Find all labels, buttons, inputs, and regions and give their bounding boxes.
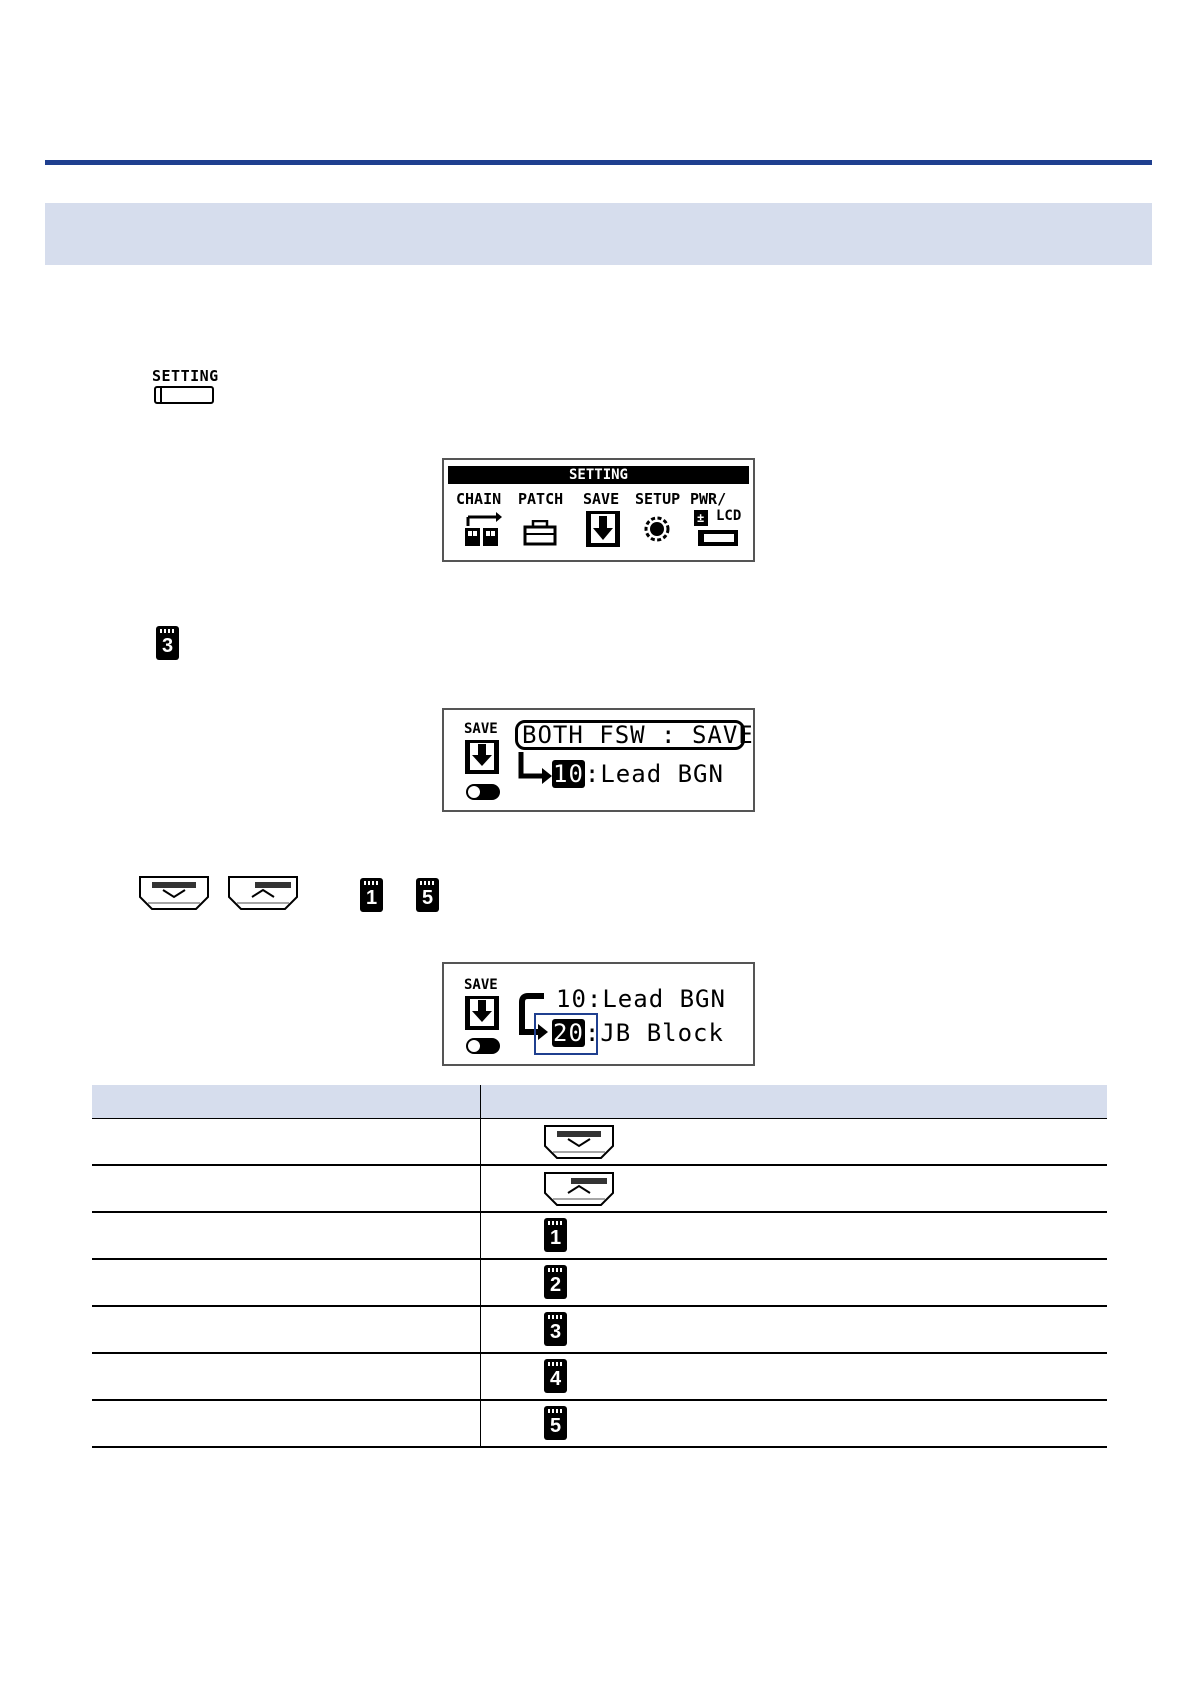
footswitch-1-badge[interactable]: 1 — [544, 1218, 567, 1252]
operations-table — [92, 1085, 1107, 1448]
footswitch-1-badge[interactable]: 1 — [360, 878, 383, 912]
svg-text:±: ± — [697, 511, 705, 525]
table-row — [92, 1353, 1107, 1400]
save-prompt-text: BOTH FSW : SAVE — [522, 721, 754, 749]
menu-item-setup: SETUP — [635, 490, 681, 508]
menu-item-patch: PATCH — [518, 490, 564, 508]
target-line — [552, 760, 724, 788]
setting-key[interactable] — [154, 386, 214, 404]
pedal-up-button[interactable] — [543, 1171, 615, 1207]
chain-icon — [462, 512, 502, 548]
save-label: SAVE — [464, 721, 498, 737]
table-header-cell — [481, 1085, 1108, 1119]
setting-key-label: SETTING — [152, 367, 219, 385]
save-icon — [585, 510, 621, 548]
table-row — [92, 1165, 1107, 1212]
footswitch-3-badge[interactable]: 3 — [544, 1312, 567, 1346]
source-patch-line: 10:Lead BGN — [556, 985, 726, 1013]
header-rule — [45, 160, 1152, 165]
table-row — [92, 1212, 1107, 1259]
menu-item-chain: CHAIN — [456, 490, 502, 508]
table-header-row — [92, 1085, 1107, 1119]
patch-name: :Lead BGN — [584, 760, 724, 788]
footswitch-4-badge[interactable]: 4 — [544, 1359, 567, 1393]
footswitch-5-badge[interactable]: 5 — [416, 878, 439, 912]
table-row — [92, 1119, 1107, 1166]
pedal-down-button[interactable] — [543, 1124, 615, 1160]
table-row — [92, 1259, 1107, 1306]
patch-briefcase-icon — [523, 520, 557, 546]
table-header-cell — [92, 1085, 481, 1119]
footswitch-2-badge[interactable]: 2 — [544, 1265, 567, 1299]
footswitch-5-badge[interactable]: 5 — [544, 1406, 567, 1440]
table-row — [92, 1400, 1107, 1447]
setup-gear-icon — [640, 512, 674, 546]
arrow-right-icon — [516, 752, 552, 786]
section-heading-band — [45, 203, 1152, 265]
save-label: SAVE — [464, 977, 498, 993]
lcd-menu-title: SETTING — [448, 466, 749, 484]
menu-item-pwr: PWR/ — [690, 490, 727, 508]
destination-slot-number: 20 — [553, 1019, 584, 1047]
footswitch-3-badge[interactable]: 3 — [156, 626, 179, 660]
pedal-up-button[interactable] — [227, 875, 299, 911]
pedal-down-button[interactable] — [138, 875, 210, 911]
destination-patch-name: :JB Block — [584, 1019, 724, 1047]
lcd-sub-label: LCD — [716, 508, 742, 524]
patch-slot-number: 10 — [553, 760, 584, 788]
table-row — [92, 1306, 1107, 1353]
highlight-box — [534, 1013, 598, 1055]
save-icon — [464, 738, 500, 802]
menu-item-save: SAVE — [583, 490, 620, 508]
save-icon — [464, 994, 500, 1058]
